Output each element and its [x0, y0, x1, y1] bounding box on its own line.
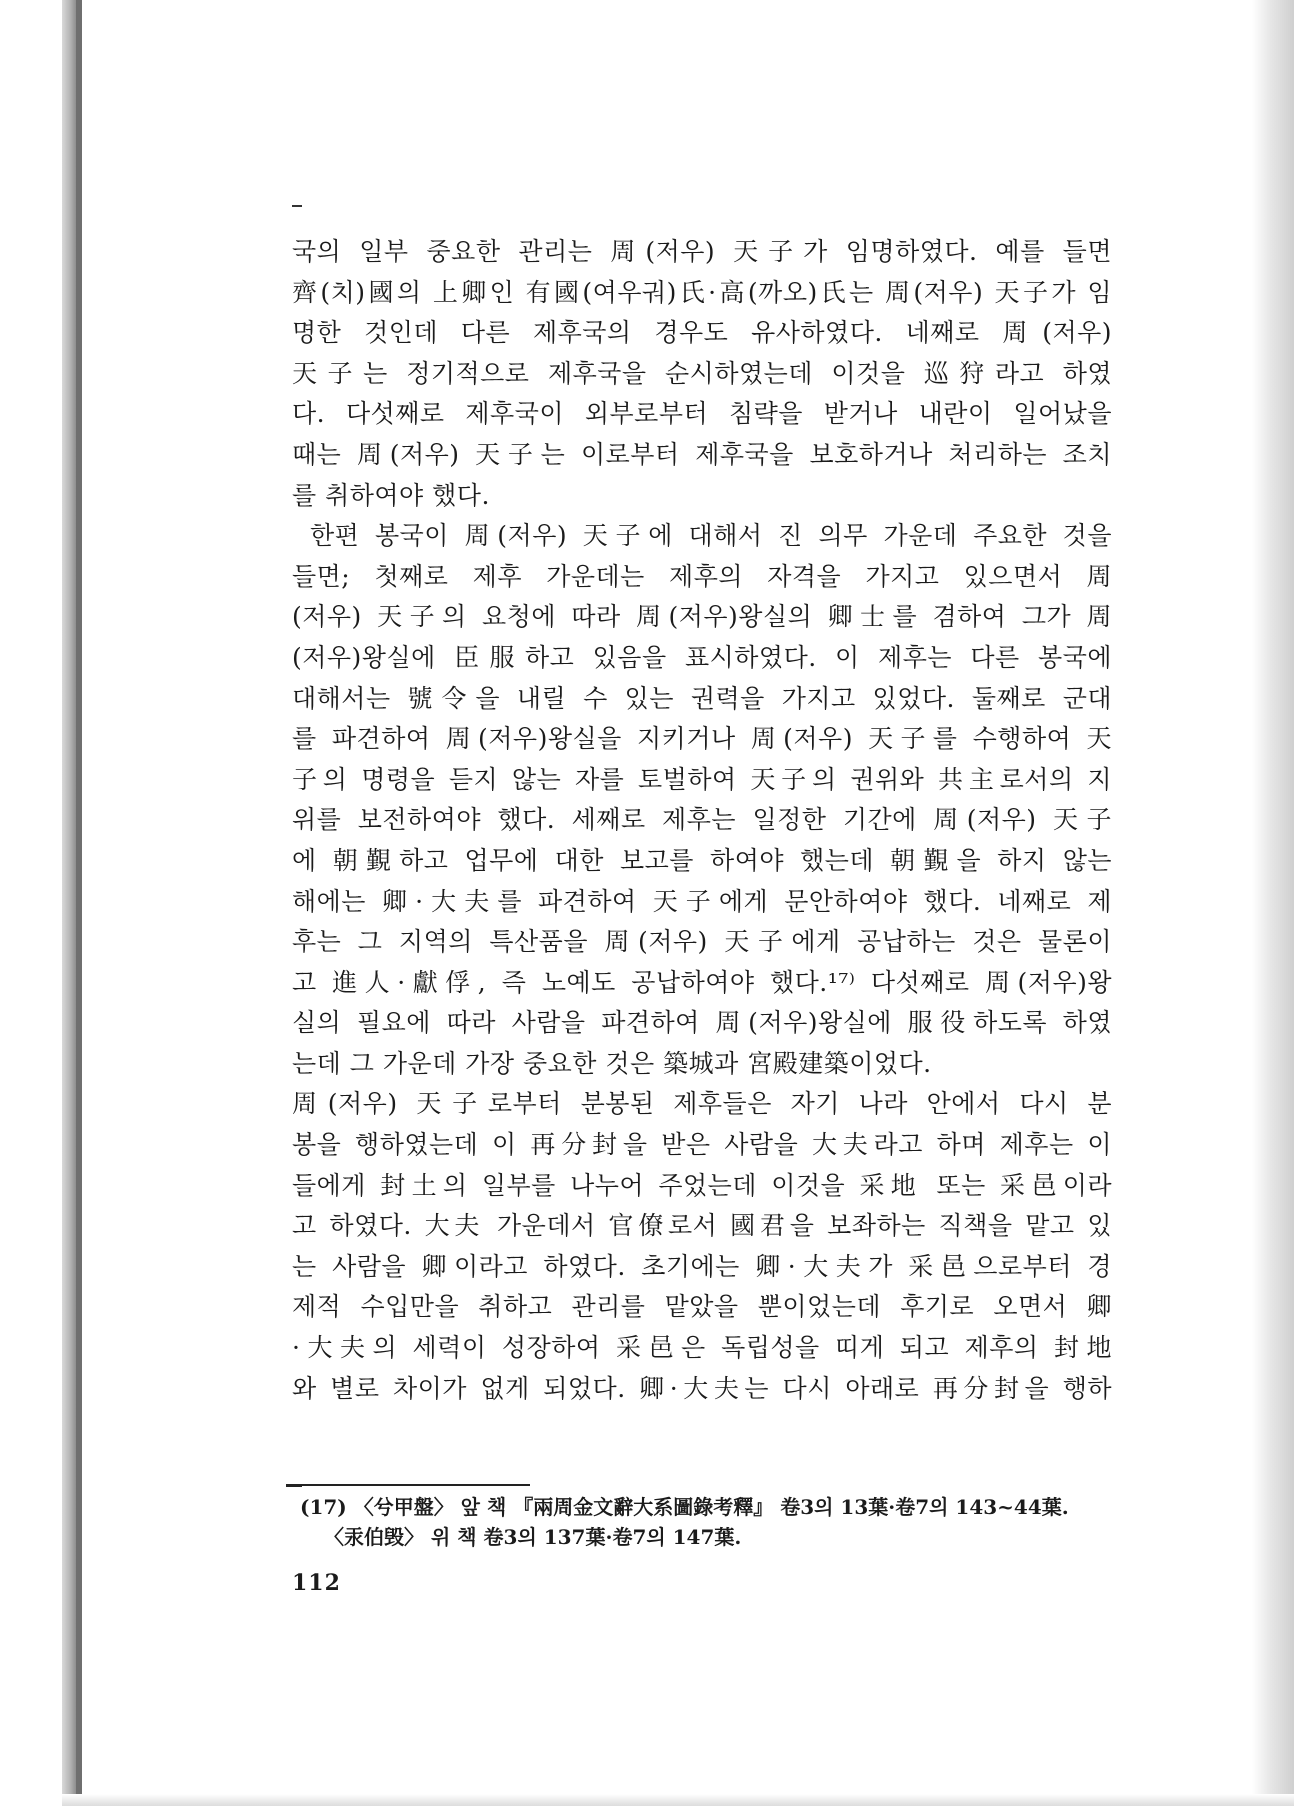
body-text — [292, 232, 1112, 1409]
body-line: 한편 봉국이 周(저우) 天子에 대해서 진 의무 가운데 주요한 것을 — [310, 521, 1112, 551]
body-line: 때는 周(저우) 天子는 이로부터 제후국을 보호하거나 처리하는 조치 — [292, 439, 1112, 469]
body-line: 齊(치)國의 上卿인 有國(여우궈)氏·高(까오)氏는 周(저우) 天子가 임 — [292, 277, 1112, 307]
body-line: 와 별로 차이가 없게 되었다. 卿·大夫는 다시 아래로 再分封을 행하 — [292, 1373, 1112, 1403]
body-line: 는데 그 가운데 가장 중요한 것은 築城과 宮殿建築이었다. — [292, 1048, 932, 1078]
body-line: 위를 보전하여야 했다. 세째로 제후는 일정한 기간에 周(저우) 天子 — [292, 805, 1112, 835]
page-bottom-shadow — [62, 1794, 1294, 1806]
body-line: (저우) 天子의 요청에 따라 周(저우)왕실의 卿士를 겸하여 그가 周 — [292, 602, 1112, 632]
body-line: 봉을 행하였는데 이 再分封을 받은 사람을 大夫라고 하며 제후는 이 — [292, 1130, 1112, 1160]
body-line: 명한 것인데 다른 제후국의 경우도 유사하였다. 네째로 周(저우) — [292, 318, 1112, 348]
body-line: ·大夫의 세력이 성장하여 采邑은 독립성을 띠게 되고 제후의 封地 — [292, 1333, 1112, 1363]
body-line: 周(저우) 天子로부터 분봉된 제후들은 자기 나라 안에서 다시 분 — [292, 1089, 1112, 1119]
footnote-rule-mark — [286, 1484, 302, 1487]
footnote-rule — [286, 1484, 530, 1486]
body-line: 국의 일부 중요한 관리는 周(저우) 天子가 임명하였다. 예를 들면 — [292, 237, 1112, 266]
page-number: 112 — [292, 1570, 341, 1596]
body-line: 후는 그 지역의 특산품을 周(저우) 天子에게 공납하는 것은 물론이 — [292, 927, 1112, 957]
body-line: 고 進人·獻俘, 즉 노예도 공납하여야 했다.¹⁷⁾ 다섯째로 周(저우)왕 — [292, 967, 1112, 997]
footnote-17-continued: 〈汞伯毁〉 위 책 卷3의 137葉·卷7의 147葉. — [324, 1525, 742, 1549]
body-line: 고 하였다. 大夫 가운데서 官僚로서 國君을 보좌하는 직책을 맡고 있 — [292, 1211, 1112, 1241]
body-line: 에 朝覲하고 업무에 대한 보고를 하여야 했는데 朝覲을 하지 않는 — [292, 845, 1112, 875]
continuation-mark — [292, 205, 302, 207]
body-line: 는 사람을 卿이라고 하였다. 초기에는 卿·大夫가 采邑으로부터 경 — [292, 1251, 1112, 1281]
body-line: 를 취하여야 했다. — [292, 480, 490, 510]
body-line: (저우)왕실에 臣服하고 있음을 표시하였다. 이 제후는 다른 봉국에 — [292, 642, 1112, 672]
body-line: 다. 다섯째로 제후국이 외부로부터 침략을 받거나 내란이 일어났을 — [292, 399, 1112, 429]
body-line: 해에는 卿·大夫를 파견하여 天子에게 문안하여야 했다. 네째로 제 — [292, 886, 1112, 916]
body-line: 를 파견하여 周(저우)왕실을 지키거나 周(저우) 天子를 수행하여 天 — [292, 724, 1112, 754]
page-stack-edge — [62, 0, 76, 1806]
body-line: 실의 필요에 따라 사람을 파견하여 周(저우)왕실에 服役하도록 하였 — [292, 1008, 1112, 1038]
body-line: 대해서는 號令을 내릴 수 있는 권력을 가지고 있었다. 둘째로 군대 — [292, 683, 1112, 713]
body-line: 들면; 첫째로 제후 가운데는 제후의 자격을 가지고 있으면서 周 — [292, 561, 1112, 591]
body-line: 天子는 정기적으로 제후국을 순시하였는데 이것을 巡狩라고 하였 — [292, 358, 1112, 388]
footnote-17: (17) 〈兮甲盤〉 앞 책 『兩周金文辭大系圖錄考釋』 卷3의 13葉·卷7의 143~44葉. — [300, 1495, 1069, 1519]
body-line: 제적 수입만을 취하고 관리를 맡았을 뿐이었는데 후기로 오면서 卿 — [292, 1292, 1112, 1322]
body-line: 子의 명령을 듣지 않는 자를 토벌하여 天子의 권위와 共主로서의 지 — [292, 764, 1112, 794]
body-line: 들에게 封土의 일부를 나누어 주었는데 이것을 采地 또는 采邑이라 — [292, 1170, 1112, 1200]
page-right-shadow — [1252, 0, 1294, 1806]
footnotes — [300, 1492, 1120, 1552]
